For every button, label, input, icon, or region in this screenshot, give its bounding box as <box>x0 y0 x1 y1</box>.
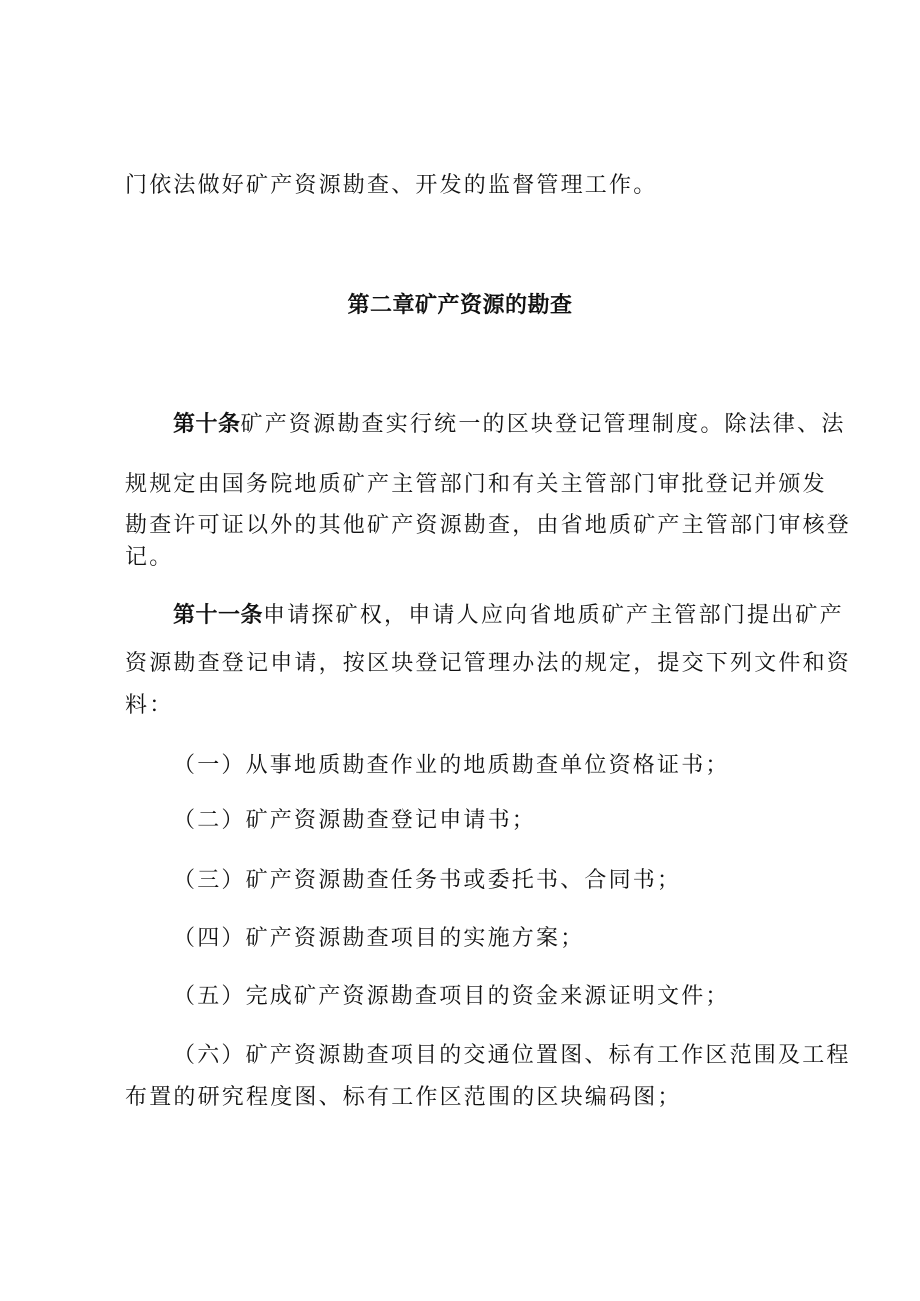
list-item-6-line-2: 布置的研究程度图、标有工作区范围的区块编码图； <box>125 1085 682 1110</box>
article-11-first-line <box>173 601 844 631</box>
article-10-line-2: 规规定由国务院地质矿产主管部门和有关主管部门审批登记并颁发 <box>125 472 827 497</box>
chapter-heading: 第二章矿产资源的勘查 <box>347 293 573 318</box>
list-item-5: （五）完成矿产资源勘查项目的资金来源证明文件； <box>173 984 730 1009</box>
continuation-line: 门依法做好矿产资源勘查、开发的监督管理工作。 <box>125 173 658 198</box>
list-item-6-line-1: （六）矿产资源勘查项目的交通位置图、标有工作区范围及工程 <box>173 1043 851 1068</box>
article-10-line-3: 勘查许可证以外的其他矿产资源勘查，由省地质矿产主管部门审核登 <box>125 513 852 538</box>
list-item-4: （四）矿产资源勘查项目的实施方案； <box>173 926 585 951</box>
article-11-line-3: 料： <box>125 693 174 718</box>
article-10-first-line <box>173 410 846 440</box>
list-item-3: （三）矿产资源勘查任务书或委托书、合同书； <box>173 868 682 893</box>
list-item-2: （二）矿产资源勘查登记申请书； <box>173 808 537 833</box>
article-10-line-4: 记。 <box>125 545 174 570</box>
list-item-1: （一）从事地质勘查作业的地质勘查单位资格证书； <box>173 753 730 778</box>
article-10-label: 第十条 <box>173 412 241 437</box>
article-11-label: 第十一条 <box>173 603 264 628</box>
article-10-text-1: 矿产资源勘查实行统一的区块登记管理制度。除法律、法 <box>240 412 846 437</box>
article-11-text-1: 申请探矿权，申请人应向省地质矿产主管部门提出矿产 <box>263 603 844 628</box>
article-11-line-2: 资源勘查登记申请，按区块登记管理办法的规定，提交下列文件和资 <box>125 651 852 676</box>
